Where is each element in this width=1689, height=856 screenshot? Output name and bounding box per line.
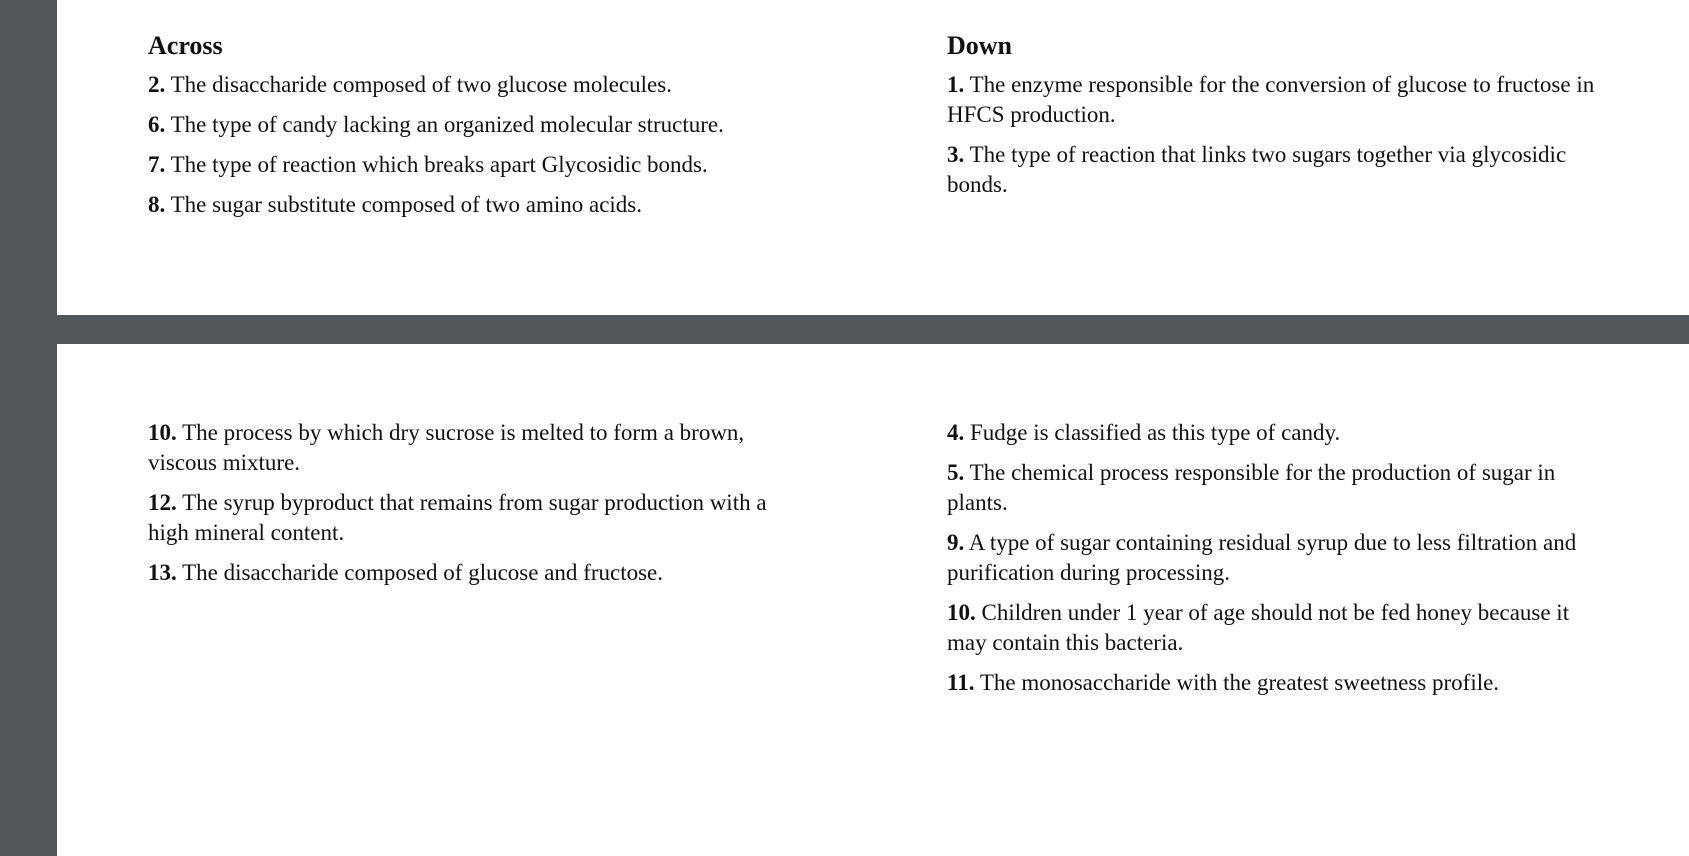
clue-number: 3. — [947, 142, 965, 167]
clue-number: 12. — [148, 490, 177, 515]
across-clue — [148, 488, 803, 548]
clue-text: The disaccharide composed of glucose and fructose. — [182, 560, 663, 585]
down-clue — [947, 598, 1602, 658]
clue-text: The sugar substitute composed of two amino acids. — [170, 192, 643, 217]
across-clue — [148, 150, 803, 180]
down-clue — [947, 70, 1602, 130]
clue-number: 10. — [148, 420, 177, 445]
clue-number: 1. — [947, 72, 965, 97]
clue-text: The chemical process responsible for the production of sugar in plants. — [947, 460, 1556, 515]
clue-text: The disaccharide composed of two glucose molecules. — [170, 72, 672, 97]
down-clues-continued-column — [947, 418, 1602, 708]
clue-text: The enzyme responsible for the conversion of glucose to fructose in HFCS production. — [947, 72, 1595, 127]
clue-number: 13. — [148, 560, 177, 585]
clue-text: The type of reaction which breaks apart Glycosidic bonds. — [170, 152, 708, 177]
across-clues-continued-column — [148, 418, 803, 598]
down-clue — [947, 458, 1602, 518]
clue-text: The type of candy lacking an organized molecular structure. — [170, 112, 724, 137]
clue-number: 2. — [148, 72, 166, 97]
clue-text: Children under 1 year of age should not be fed honey because it may contain this bacteria. — [947, 600, 1570, 655]
across-clue — [148, 70, 803, 100]
document-page-top — [57, 0, 1689, 315]
across-clue — [148, 418, 803, 478]
clue-number: 6. — [148, 112, 166, 137]
clue-number: 4. — [947, 420, 965, 445]
clue-text: The monosaccharide with the greatest sweetness profile. — [979, 670, 1500, 695]
clue-number: 7. — [148, 152, 166, 177]
document-page-bottom — [57, 344, 1689, 856]
across-heading: Across — [148, 31, 223, 60]
across-clue — [148, 110, 803, 140]
clue-number: 10. — [947, 600, 976, 625]
across-clue — [148, 190, 803, 220]
down-clue — [947, 140, 1602, 200]
across-clues-column — [148, 30, 803, 230]
clue-text: The process by which dry sucrose is melted to form a brown, viscous mixture. — [148, 420, 745, 475]
across-clue — [148, 558, 803, 588]
down-heading: Down — [947, 31, 1013, 60]
down-clue — [947, 528, 1602, 588]
clue-text: The type of reaction that links two sugars together via glycosidic bonds. — [947, 142, 1567, 197]
down-clue — [947, 668, 1602, 698]
down-clues-column — [947, 30, 1602, 210]
clue-text: A type of sugar containing residual syrup due to less filtration and purification during processing. — [947, 530, 1577, 585]
clue-number: 5. — [947, 460, 965, 485]
clue-number: 8. — [148, 192, 166, 217]
clue-text: Fudge is classified as this type of candy. — [970, 420, 1341, 445]
down-clue — [947, 418, 1602, 448]
clue-text: The syrup byproduct that remains from sugar production with a high mineral content. — [148, 490, 767, 545]
clue-number: 11. — [947, 670, 975, 695]
clue-number: 9. — [947, 530, 965, 555]
